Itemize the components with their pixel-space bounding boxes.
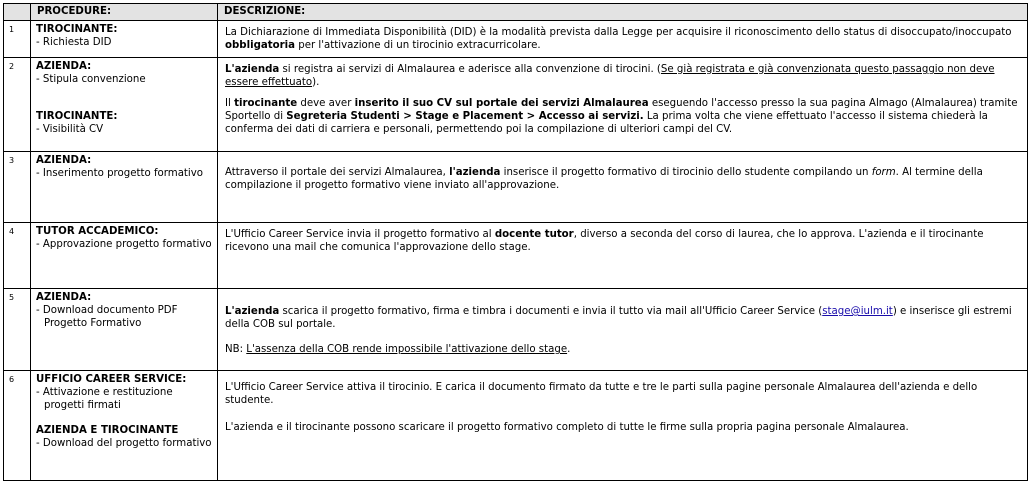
description-paragraph: L'Ufficio Career Service invia il progetto formativo al docente tutor, diverso a seconda del corso di laurea, che lo approva. L'azienda e il tirocinante ricevono una mail che comunica l'approvazione dello stage. (225, 229, 984, 253)
procedure-cell (31, 21, 218, 58)
role-label: AZIENDA: (36, 155, 92, 166)
row-number: 6 (4, 371, 31, 481)
procedure-cell (31, 223, 218, 289)
step-label: - Approvazione progetto formativo (36, 239, 212, 250)
description-paragraph: La Dichiarazione di Immediata Disponibilità (DID) è la modalità prevista dalla Legge per acquisire il riconoscimento dello status di disoccupato/inoccupato obbligatoria per l'attivazione di un tirocinio extracurricolare. (225, 27, 1012, 51)
role-label: AZIENDA E TIROCINANTE (36, 425, 179, 436)
row-number: 2 (4, 58, 31, 152)
row-number: 1 (4, 21, 31, 58)
header-num-cell (4, 4, 31, 21)
step-label: - Download del progetto formativo (36, 438, 212, 449)
description-paragraph: L'Ufficio Career Service attiva il tirocinio. E carica il documento firmato da tutte e tre le parti sulla pagine personale Almalaurea dell'azienda e dello studente. (225, 382, 978, 406)
description-paragraph: L'azienda scarica il progetto formativo, firma e timbra i documenti e invia il tutto via mail all'Ufficio Career Service (stage@iulm.it) e inserisce gli estremi della COB sul portale. (225, 306, 1012, 330)
role-label: AZIENDA: (36, 292, 92, 303)
table-row (4, 58, 1028, 152)
description-cell (218, 371, 1028, 481)
description-cell (218, 58, 1028, 152)
table-row (4, 289, 1028, 371)
table-row (4, 152, 1028, 223)
description-paragraph: Il tirocinante deve aver inserito il suo CV sul portale dei servizi Almalaurea eseguendo l'accesso presso la sua pagina Almago (Almalaurea) tramite Sportello di Segreteria Studenti > Stage e Placement > Accesso ai servizi. La prima volta che viene effettuato l'accesso il sistema chiederà la conferma dei dati di carriera e personali, permettendo poi la compilazione di ulteriori campi del CV. (225, 98, 1018, 135)
table-header-row (4, 4, 1028, 21)
step-label: - Visibilità CV (36, 124, 104, 135)
table-row (4, 21, 1028, 58)
procedure-cell (31, 152, 218, 223)
role-label: TUTOR ACCADEMICO: (36, 226, 159, 237)
role-label: TIROCINANTE: (36, 24, 118, 35)
header-description: DESCRIZIONE: (218, 4, 1028, 21)
procedure-cell (31, 371, 218, 481)
procedure-cell (31, 58, 218, 152)
table-row (4, 371, 1028, 481)
step-label: - Stipula convenzione (36, 74, 146, 85)
step-label: - Richiesta DID (36, 37, 112, 48)
procedure-table (3, 3, 1028, 481)
description-paragraph: Attraverso il portale dei servizi Almalaurea, l'azienda inserisce il progetto formativo di tirocinio dello studente compilando un form. Al termine della compilazione il progetto formativo viene inviato all'approvazione. (225, 167, 983, 191)
description-cell (218, 21, 1028, 58)
role-label: AZIENDA: (36, 61, 92, 72)
row-number: 4 (4, 223, 31, 289)
description-paragraph: L'azienda e il tirocinante possono scaricare il progetto formativo completo di tutte le firme sulla propria pagina personale Almalaurea. (225, 422, 909, 433)
procedure-cell (31, 289, 218, 371)
step-label: - Download documento PDF Progetto Formativo (36, 305, 178, 329)
description-cell (218, 289, 1028, 371)
row-number: 3 (4, 152, 31, 223)
step-label: - Attivazione e restituzione progetti firmati (36, 387, 173, 411)
row-number: 5 (4, 289, 31, 371)
header-procedure: PROCEDURE: (31, 4, 218, 21)
table-row (4, 223, 1028, 289)
role-label: UFFICIO CAREER SERVICE: (36, 374, 187, 385)
description-cell (218, 223, 1028, 289)
step-label: - Inserimento progetto formativo (36, 168, 204, 179)
role-label: TIROCINANTE: (36, 111, 118, 122)
description-paragraph: L'azienda si registra ai servizi di Almalaurea e aderisce alla convenzione di tirocini. (Se già registrata e già convenzionata questo passaggio non deve essere effettuato). (225, 64, 995, 88)
email-link[interactable]: stage@iulm.it (822, 306, 893, 317)
description-paragraph: NB: L'assenza della COB rende impossibile l'attivazione dello stage. (225, 344, 571, 355)
description-cell (218, 152, 1028, 223)
